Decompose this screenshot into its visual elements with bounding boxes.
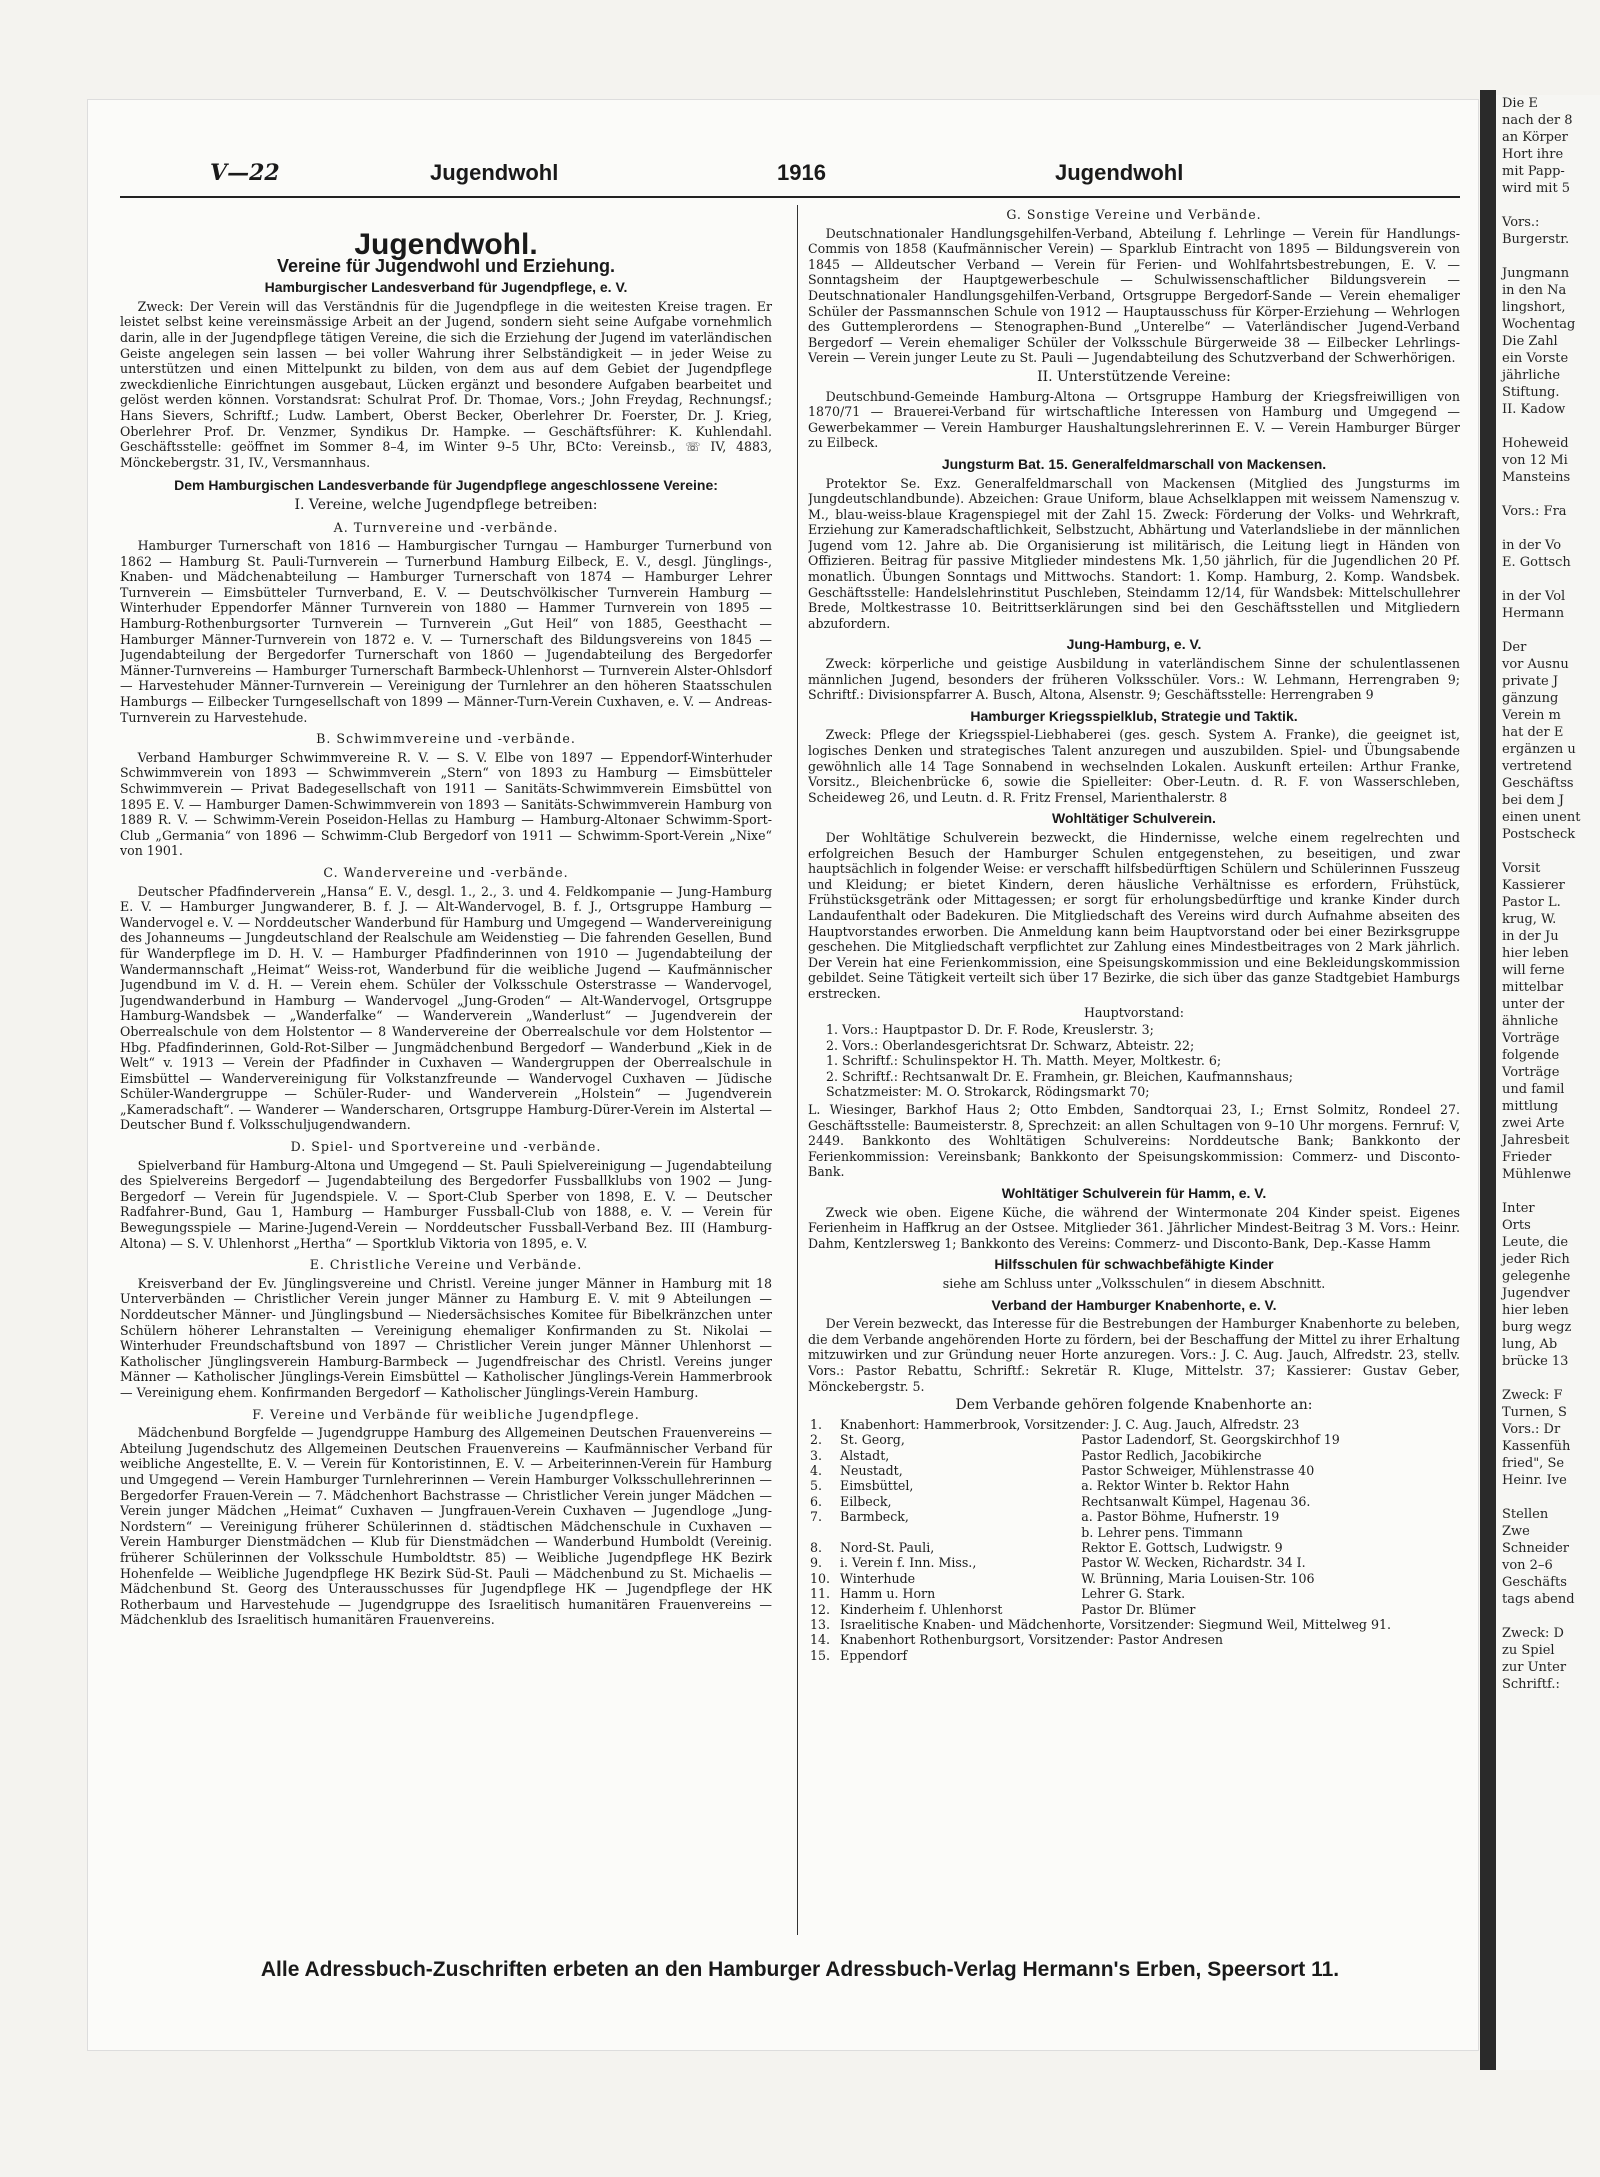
edge-text-line: Burgerstr. bbox=[1502, 232, 1570, 247]
wandervereine-heading: C. Wandervereine und -verbände. bbox=[323, 864, 569, 880]
edge-text-line: in der Vo bbox=[1502, 538, 1562, 553]
scan-top-margin bbox=[0, 0, 1600, 90]
edge-text-line: Postscheck bbox=[1502, 827, 1576, 842]
kriegsspielklub-text: Zweck: Pflege der Kriegsspiel-Liebhaberei (ges. gesch. System A. Franke), die geeignet ist, logisches Denken und strategisches Talent anzuregen und auszubilden. Spiel- und Übungsabende gewöhnlich alle 14 Tage Sonnabend in wechselnden Lokalen. Auskunft erteilen: Arthur Franke, Vorsitz., Bleichenbrücke 6, sowie die Spielleiter: Ober-Leutn. d. R. F. von Wasserschleben, Scheideweg 26, und Leutn. d. R. Fritz Frensel, Marienthalerstr. 8 bbox=[808, 727, 1460, 805]
edge-text-line: private J bbox=[1502, 674, 1559, 689]
unterstuetzende-heading: II. Unterstützende Vereine: bbox=[1037, 368, 1231, 385]
hauptvorstand-line: 2. Schriftf.: Rechtsanwalt Dr. E. Framhein, gr. Bleichen, Kaufmannshaus; bbox=[826, 1068, 1293, 1084]
edge-text-line: lingshort, bbox=[1502, 300, 1566, 315]
edge-text-line: Hort ihre bbox=[1502, 147, 1564, 162]
jung-hamburg-text: Zweck: körperliche und geistige Ausbildung in vaterländischem Sinne der schulentlassenen männlichen Jugend, besonders der früheren Volksschüler. Vors.: W. Lehmann, Herrengraben 9; Schriftf.: Divisionspfarrer A. Busch, Altona, Alsenstr. 9; Geschäftsstelle: Herrengraben 9 bbox=[808, 656, 1460, 703]
table-cell: Barmbeck, bbox=[840, 1509, 909, 1525]
edge-text-line: burg wegz bbox=[1502, 1320, 1572, 1335]
table-row bbox=[808, 1617, 1460, 1632]
sportvereine-text: Spielverband für Hamburg-Altona und Umgegend — St. Pauli Spielvereinigung — Jugendabteilung des Spielvereins Bergedorf — Jugendabteilung des Bergedorfer Fussballklubs von 1902 — Jung-Bergedorf — Verein für Jugendspiele. V. — Sport-Club Sperber von 1898, E. V. — Deutscher Radfahrer-Bund, Gau 1, Hamburg — Hamburger Fussball-Club von 1888, e. V. — Verein für Bewegungsspiele — Marine-Jugend-Verein — Norddeutscher Fussball-Verband Bez. III (Hamburg-Altona) — S. V. Uhlenhorst „Hertha“ — Sportklub Viktoria von 1895, e. V. bbox=[120, 1157, 772, 1251]
weibliche-jugendpflege-heading: F. Vereine und Verbände für weibliche Jugendpflege. bbox=[252, 1406, 640, 1422]
weibliche-jugendpflege-text: Mädchenbund Borgfelde — Jugendgruppe Hamburg des Allgemeinen Deutschen Frauenvereins — Abteilung Jugendschutz des Allgemeinen Deutschen Frauenvereins — Kaufmännischer Verband für weibliche Angestellte, E. V. — Verein für Kontoristinnen, E. V. — Arbeiterinnen-Verein für Hamburg und Umgegend — Verein Hamburger Turnlehrerinnen — Verein Hamburger Volksschullehrerinnen — Bergedorfer Frauen-Verein — 7. Mädchenhort Bachstrasse — Christlicher Verein junger Mädchen — Verein junger Mädchen „Heimat“ Cuxhaven — Jungfrauen-Verein Cuxhaven — Jugendloge „Jung-Nordstern“ — Vereinigung früherer Schülerinnen d. städtischen Mädchenschule in Cuxhaven — Verein Hamburger Dienstmädchen — Klub für Dienstmädchen — Wanderbund Humboldt (Vereinig. früherer Schülerinnen der Volksschule Humboldtstr. 85) — Weibliche Jugendpflege HK Bezirk Hohenfelde — Weibliche Jugendpflege HK Bezirk Süd-St. Pauli — Mädchenbund zu St. Michaelis — Mädchenbund St. Georg des Unterausschusses für Jugendpflege HK — Jugendpflege der HK Rotherbaum und Harvestehude — Jugendgruppe des Israelitisch humanitären Frauenvereins — Mädchenklub des Israelitisch humanitären Frauenvereins. bbox=[120, 1425, 772, 1628]
page-number: V—22 bbox=[210, 160, 280, 186]
edge-text-line: Jungmann bbox=[1502, 266, 1570, 281]
header-rule bbox=[120, 196, 1460, 198]
edge-text-line: Jugendver bbox=[1502, 1286, 1570, 1301]
edge-text-line: Vors.: Fra bbox=[1502, 504, 1567, 519]
edge-text-line: Kassierer bbox=[1502, 878, 1565, 893]
table-cell: Pastor Dr. Blümer bbox=[1081, 1601, 1196, 1617]
table-cell: Pastor W. Wecken, Richardstr. 34 I. bbox=[1081, 1555, 1306, 1571]
edge-text-line: mittlung bbox=[1502, 1099, 1559, 1114]
table-cell: 7. bbox=[810, 1509, 823, 1525]
column-rule bbox=[797, 205, 798, 1935]
edge-text-line: in der Ju bbox=[1502, 929, 1559, 944]
footer-notice: Alle Adressbuch-Zuschriften erbeten an den Hamburger Adressbuch-Verlag Hermann's Erben, Speersort 11. bbox=[260, 1958, 1340, 1981]
edge-text-line: vertretend bbox=[1502, 759, 1572, 774]
table-row bbox=[808, 1525, 1460, 1540]
table-cell: 13. bbox=[810, 1617, 831, 1633]
table-cell: Rechtsanwalt Kümpel, Hagenau 36. bbox=[1081, 1493, 1311, 1509]
jungsturm-heading: Jungsturm Bat. 15. Generalfeldmarschall von Mackensen. bbox=[941, 455, 1327, 472]
edge-text-line: an Körper bbox=[1502, 130, 1568, 145]
edge-text-line: Zwe bbox=[1502, 1524, 1530, 1539]
table-cell: 9. bbox=[810, 1555, 823, 1571]
edge-text-line: E. Gottsch bbox=[1502, 555, 1571, 570]
table-row bbox=[808, 1555, 1460, 1570]
table-row bbox=[808, 1478, 1460, 1493]
schulverein-heading: Wohltätiger Schulverein. bbox=[1052, 810, 1216, 827]
section-title: Jugendwohl. bbox=[354, 228, 538, 261]
edge-text-line: Hoheweid bbox=[1502, 436, 1569, 451]
table-row bbox=[808, 1417, 1460, 1432]
edge-text-line: mit Papp- bbox=[1502, 164, 1565, 179]
edge-text-line: Die E bbox=[1502, 96, 1538, 111]
table-cell: Hamm u. Horn bbox=[840, 1586, 936, 1602]
edge-text-line: ähnliche bbox=[1502, 1014, 1559, 1029]
edge-text-line: hat der E bbox=[1502, 725, 1564, 740]
table-cell: Lehrer G. Stark. bbox=[1081, 1586, 1186, 1602]
edge-text-line: Frieder bbox=[1502, 1150, 1552, 1165]
table-cell: 8. bbox=[810, 1540, 823, 1555]
edge-text-line: ergänzen u bbox=[1502, 742, 1576, 757]
angeschlossen-heading: Dem Hamburgischen Landesverbande für Jugendpflege angeschlossene Vereine: bbox=[174, 477, 718, 494]
edge-text-line: wird mit 5 bbox=[1502, 181, 1571, 196]
table-row bbox=[808, 1602, 1460, 1617]
edge-text-line: Vorträge bbox=[1502, 1065, 1560, 1080]
edge-text-line bbox=[1496, 571, 1600, 588]
section-subtitle: Vereine für Jugendwohl und Erziehung. bbox=[276, 255, 616, 276]
edge-text-line bbox=[1496, 418, 1600, 435]
table-cell: W. Brünning, Maria Louisen-Str. 106 bbox=[1081, 1570, 1315, 1586]
sonstige-vereine-text: Deutschnationaler Handlungsgehilfen-Verband, Abteilung f. Lehrlinge — Verein für Handlungs-Commis von 1858 (Kaufmännischer Verein) — Sparklub Eintracht von 1895 — Bildungsverein von 1845 — Alldeutscher Verband — Verein für Ferien- und Wohlfahrtsbestrebungen, E. V. — Sonntagsheim der Hauptgewerbeschule — Schulwissenschaftlicher Bildungsverein — Deutschnationaler Handlungsgehilfen-Verband, Ortsgruppe Bergedorf-Sande — Verein ehemaliger Schüler der Passmannschen Schule von 1912 — Hauptausschuss für Körper-Erziehung — Wehrlogen des Guttemplerordens — Stenographen-Bund „Unterelbe“ — Vaterländischer Jugend-Verband Bergedorf — Verein ehemaliger Schüler der Volksschule Bürgerweide 38 — Eilbecker Lehrlings-Verein — Verein junger Leute zu St. Pauli — Jugendabteilung des Schutzverband der Schwerhörigen. bbox=[808, 225, 1460, 366]
table-cell: Rektor E. Gottsch, Ludwigstr. 9 bbox=[1081, 1540, 1283, 1555]
table-cell: 4. bbox=[810, 1462, 823, 1478]
jung-hamburg-heading: Jung-Hamburg, e. V. bbox=[1066, 636, 1202, 653]
schwimmvereine-heading: B. Schwimmvereine und -verbände. bbox=[316, 731, 576, 747]
edge-text-line bbox=[1496, 1370, 1600, 1387]
jungsturm-text: Protektor Se. Exz. Generalfeldmarschall von Mackensen (Mitglied des Jungsturms im Jungdeutschlandbunde). Abzeichen: Graue Uniform, blaue Achselklappen mit weissem Namenszug v. M., blau-weiss-blaue Kragenspiegel mit der Zahl 15. Zweck: Förderung der Volks- und Wehrkraft, Erziehung zur Kameradschaftlichkeit, Selbstzucht, Abhärtung und Vaterlandsliebe in der männlichen Jugend vom 12. Jahre ab. Die Organisierung ist militärisch, die Leitung liegt in Händen von Offizieren. Beitrag für passive Mitglieder mindestens Mk. 1,50 jährlich, für die Jugendlichen 20 Pf. monatlich. Übungen Sonntags und Mittwochs. Standort: 1. Komp. Hamburg, 2. Komp. Wandsbek. Geschäftsstelle: Handelslehrinstitut Puschleben, Steindamm 12/14, für Wandsbek: Mittelschullehrer Brede, Moltkestrasse 10. Beitrittserklärungen sind bei den Geschäftsstellen und Mitgliedern abzufordern. bbox=[808, 475, 1460, 631]
christliche-vereine-heading: E. Christliche Vereine und Verbände. bbox=[309, 1257, 583, 1273]
schulverein-hamm-heading: Wohltätiger Schulverein für Hamm, e. V. bbox=[1001, 1185, 1267, 1202]
edge-text-line: gänzung bbox=[1502, 691, 1559, 706]
edge-text-line bbox=[1496, 248, 1600, 265]
table-cell: Nord-St. Pauli, bbox=[840, 1540, 935, 1555]
edge-text-line: vor Ausnu bbox=[1502, 657, 1569, 672]
table-row bbox=[808, 1432, 1460, 1447]
table-row bbox=[808, 1509, 1460, 1524]
edge-text-line: nach der 8 bbox=[1502, 113, 1573, 128]
edge-text-line: zu Spiel bbox=[1502, 1643, 1555, 1658]
landesverband-text: Zweck: Der Verein will das Verständnis für die Jugendpflege in die weitesten Kreise tragen. Er leistet selbst keine vereinsmässige Arbeit an der Jugend, sondern sieht seine Aufgabe vornehmlich darin, alle in der Jugendpflege tätigen Vereine, die sich die Erziehung der Jugend im vaterländischen Geiste angelegen sein lassen — bei voller Wahrung ihrer Selbständigkeit — in jeder Weise zu unterstützen und einen Mittelpunkt zu bilden, von dem aus auf dem Gebiet der Jugendpflege zweckdienliche Einrichtungen ausgebaut, Lücken ergänzt und besondere Aufgaben bearbeitet und gelöst werden können. Vorstandsrat: Schulrat Prof. Dr. Thomae, Vors.; John Freydag, Rechnungsf.; Hans Sievers, Schriftf.; Ludw. Lambert, Oberst Becker, Oberlehrer Dr. Foerster, Dr. J. Krieg, Oberlehrer Prof. Dr. Venzmer, Syndikus Dr. Hampke. — Geschäftsführer: K. Kuhlendahl. Geschäftsstelle: geöffnet im Sommer 8–4, im Winter 9–5 Uhr, BCto: Vereinsb., ☏ IV, 4883, Mönckebergstr. 31, IV., Versmannhaus. bbox=[120, 298, 772, 470]
table-row bbox=[808, 1586, 1460, 1601]
edge-text-line: jeder Rich bbox=[1502, 1252, 1570, 1267]
edge-text-line: Heinr. Ive bbox=[1502, 1473, 1567, 1488]
table-cell: Knabenhort Rothenburgsort, Vorsitzender: Pastor Andresen bbox=[840, 1632, 1224, 1648]
hauptvorstand-heading: Hauptvorstand: bbox=[1084, 1004, 1184, 1020]
hilfsschulen-heading: Hilfsschulen für schwachbefähigte Kinder bbox=[994, 1256, 1274, 1273]
christliche-vereine-text: Kreisverband der Ev. Jünglingsvereine und Christl. Vereine junger Männer in Hamburg mit 18 Unterverbänden — Christlicher Verein junger Männer zu Hamburg E. V. mit 9 Abteilungen — Norddeutscher Männer- und Jünglingsbund — Niedersächsisches Komitee für Bibelkränzchen unter Schülern höherer Lehranstalten — Vereinigung ehemaliger Konfirmanden zu St. Nikolai — Winterhuder Freundschaftsbund von 1897 — Christlicher Verein junger Männer Uhlenhorst — Katholischer Jünglingsverein Hamburg-Barmbeck — Jugendfreischar des Christl. Vereins junger Männer — Katholischer Jünglings-Verein Eimsbüttel — Katholischer Jünglings-Verein Hammerbrook — Vereinigung ehem. Konfirmanden Bergedorf — Katholischer Jünglings-Verein Hamburg. bbox=[120, 1275, 772, 1400]
header-year: 1916 bbox=[777, 160, 826, 185]
page-header bbox=[120, 160, 1460, 190]
edge-text-line: Vorträge bbox=[1502, 1031, 1560, 1046]
sonstige-vereine-heading: G. Sonstige Vereine und Verbände. bbox=[1006, 207, 1262, 222]
edge-text-line: hier leben bbox=[1502, 1303, 1569, 1318]
edge-text-line: Vors.: bbox=[1502, 215, 1540, 230]
schulverein-text: Der Wohltätige Schulverein bezweckt, die Hindernisse, welche einem regelrechten und erfolgreichen Besuch der Hamburger Schulen entgegenstehen, zu beseitigen, und zwar hauptsächlich in folgender Weise: er verschafft hilfsbedürftigen Schülern und Schülerinnen Fusszeug und Kleidung; er bietet Kindern, deren häusliche Verhältnisse es erfordern, Frühstück, Frühstücksgetränk oder Mittagessen; er sorgt für erholungsbedürftige und kranke Kinder durch Landaufenthalt oder Badekuren. Die Mitgliedschaft des Vereins wird durch Aufnahme abseiten des Hauptvorstandes erworben. Die Anmeldung kann beim Hauptvorstand oder bei einer Bezirksgruppe geschehen. Die Mitgliedschaft verpflichtet zur Zahlung eines Mindestbeitrages von 2 Mark jährlich. Der Verein hat eine Ferienkommission, eine Speisungskommission und eine Bekleidungskommission gebildet. Seine Tätigkeit verteilt sich über 17 Bezirke, die sich über das ganze Stadtgebiet Hamburgs erstrecken. bbox=[808, 829, 1460, 1001]
edge-text-line: tags abend bbox=[1502, 1592, 1575, 1607]
edge-text-line: Die Zahl bbox=[1502, 334, 1558, 349]
edge-text-line: brücke 13 bbox=[1502, 1354, 1569, 1369]
turnvereine-heading: A. Turnvereine und -verbände. bbox=[333, 519, 559, 535]
edge-text-line: ein Vorste bbox=[1502, 351, 1569, 366]
table-row bbox=[808, 1571, 1460, 1586]
edge-text-line: II. Kadow bbox=[1502, 402, 1566, 417]
unterstuetzende-text: Deutschbund-Gemeinde Hamburg-Altona — Ortsgruppe Hamburg der Kriegsfreiwilligen von 1870/71 — Brauerei-Verband für wirtschaftliche Interessen von Hamburg und Umgegend — Gewerbekammer — Verein Hamburger Haushaltungslehrerinnen E. V. — Verein Hamburger Bürger zu Eilbeck. bbox=[808, 388, 1460, 451]
table-cell: 5. bbox=[810, 1478, 823, 1494]
table-cell: Israelitische Knaben- und Mädchenhorte, Vorsitzender: Siegmund Weil, Mittelweg 91. bbox=[840, 1617, 1392, 1633]
hauptvorstand-line: 1. Vors.: Hauptpastor D. Dr. F. Rode, Kreuslerstr. 3; bbox=[826, 1022, 1154, 1038]
edge-text-line: Kassenfüh bbox=[1502, 1439, 1571, 1454]
sportvereine-heading: D. Spiel- und Sportvereine und -verbände. bbox=[290, 1139, 602, 1155]
table-cell: 3. bbox=[810, 1447, 823, 1463]
edge-text-line: Stellen bbox=[1502, 1507, 1549, 1522]
wandervereine-text: Deutscher Pfadfinderverein „Hansa“ E. V., desgl. 1., 2., 3. und 4. Feldkompanie — Jung-Hamburg E. V. — Hamburger Jungwanderer, B. f. J. — Alt-Wandervogel, B. f. J., Ortsgruppe Hamburg — Wandervogel e. V. — Norddeutscher Wanderbund für Hamburg und Umgegend — Wandervereinigung des Johanneums — Jungdeutschland der Realschule am Weidenstieg — Die fahrenden Gesellen, Bund für Wanderpflege im D. H. V. — Hamburger Pfadfinderinnen von 1910 — Jugendabteilung der Wandermannschaft „Heimat“ Weiss-rot, Wanderbund für die weibliche Jugend — Kaufmännischer Jugendbund im V. d. H. — Verein ehem. Schüler der Volksschule Osterstrasse — Wandervogel, Jugendwanderbund in Hamburg — Wandervogel „Jung-Groden“ — Alt-Wandervogel, Ortsgruppe Hamburg-Wandsbek — „Wanderfalke“ — Wanderverein „Wanderlust“ — Jugendverein der Oberrealschule von dem Holstentor — 8 Wandervereine der Oberrealschule vor dem Holstentor — Hbg. Pfadfinderinnen, Gold-Rot-Silber — Jungmädchenbund Bergedorf — Wanderbund „Kiek in de Welt“ v. 1913 — Verein der Pfadfinder in Cuxhaven — Wandergruppen der Oberrealschule in Eimsbüttel — Wandervereinigung für Volkstanzfreunde — Wandervogel Cuxhaven — Jüdische Schüler-Wandergruppe — Schüler-Ruder- und Wanderverein „Holstein“ — Jugendverein „Kameradschaft“. — Wanderer — Wanderscharen, Ortsgruppe Hamburg-Dürer-Verein im Alstertal — Deutscher Bund f. Volksschuljugendwandern. bbox=[120, 883, 772, 1133]
edge-text-line bbox=[1496, 486, 1600, 503]
edge-text-line bbox=[1496, 622, 1600, 639]
table-cell: i. Verein f. Inn. Miss., bbox=[840, 1555, 977, 1571]
edge-text-line bbox=[1496, 1183, 1600, 1200]
table-cell: 14. bbox=[810, 1632, 831, 1648]
landesverband-heading: Hamburgischer Landesverband für Jugendpflege, e. V. bbox=[264, 279, 628, 296]
knabenhorte-text: Der Verein bezweckt, das Interesse für die Bestrebungen der Hamburger Knabenhorte zu beleben, die dem Verbande angehörenden Horte zu fördern, bei der Beschaffung der Mittel zu ihrer Erhaltung mitzuwirken und zur Gründung neuer Horte anzuregen. Vors.: J. C. Aug. Jauch, Alfredstr. 23, stellv. Vors.: Pastor Rebattu, Schriftf.: Sekretär R. Kluge, Mittelstr. 37; Kassierer: Gustav Geber, Mönckebergstr. 5. bbox=[808, 1316, 1460, 1394]
table-cell: Knabenhort: Hammerbrook, Vorsitzender: J. C. Aug. Jauch, Alfredstr. 23 bbox=[840, 1416, 1300, 1432]
table-cell: b. Lehrer pens. Timmann bbox=[1081, 1524, 1243, 1540]
edge-text-line: Leute, die bbox=[1502, 1235, 1569, 1250]
table-cell: a. Rektor Winter b. Rektor Hahn bbox=[1081, 1478, 1290, 1494]
edge-text-line bbox=[1496, 1608, 1600, 1625]
table-cell: 15. bbox=[810, 1647, 831, 1663]
table-row bbox=[808, 1632, 1460, 1647]
edge-text-line: Zweck: F bbox=[1502, 1388, 1563, 1403]
table-cell: Winterhude bbox=[840, 1570, 916, 1586]
edge-text-line bbox=[1496, 843, 1600, 860]
table-cell bbox=[838, 1525, 1079, 1540]
table-cell: 6. bbox=[810, 1493, 823, 1509]
edge-text-line: Verein m bbox=[1502, 708, 1561, 723]
edge-text-line: folgende bbox=[1502, 1048, 1560, 1063]
table-cell: 1. bbox=[810, 1416, 823, 1432]
edge-text-line: jährliche bbox=[1502, 368, 1561, 383]
knabenhorte-list-heading: Dem Verbande gehören folgende Knabenhorte an: bbox=[955, 1397, 1313, 1414]
edge-text-line: Turnen, S bbox=[1502, 1405, 1567, 1420]
table-row bbox=[808, 1494, 1460, 1509]
edge-text-line: mittelbar bbox=[1502, 980, 1564, 995]
table-cell: Neustadt, bbox=[840, 1462, 903, 1478]
edge-text-line: Mühlenwe bbox=[1502, 1167, 1572, 1182]
edge-text-line: von 2–6 bbox=[1502, 1558, 1553, 1573]
edge-text-line: fried", Se bbox=[1502, 1456, 1565, 1471]
table-cell: St. Georg, bbox=[840, 1432, 905, 1448]
table-row bbox=[808, 1648, 1460, 1663]
table-cell: 2. bbox=[810, 1432, 823, 1448]
edge-text-line: hier leben bbox=[1502, 946, 1569, 961]
knabenhorte-heading: Verband der Hamburger Knabenhorte, e. V. bbox=[991, 1296, 1277, 1313]
hauptvorstand-list bbox=[808, 1022, 1460, 1100]
edge-text-line: Jahresbeit bbox=[1502, 1133, 1570, 1148]
edge-text-line: Der bbox=[1502, 640, 1527, 655]
hauptvorstand-text: L. Wiesinger, Barkhof Haus 2; Otto Embden, Sandtorquai 23, I.; Ernst Solmitz, Rondeel 27. Geschäftsstelle: Baumeisterstr. 8, Sprechzeit: an allen Schultagen von 9–10 Uhr morgens. Fernruf: V, 2449. Bankkonto des Wohltätigen Schulvereins: Norddeutsche Bank; Bankkonto der Ferienkommission: Vereinsbank; Bankkonto der Speisungskommission: Commerz- und Disconto-Bank. bbox=[808, 1102, 1460, 1180]
knabenhorte-table bbox=[808, 1417, 1460, 1664]
edge-text-line: Inter bbox=[1502, 1201, 1535, 1216]
table-row bbox=[808, 1448, 1460, 1463]
edge-text-line: unter der bbox=[1502, 997, 1565, 1012]
hauptvorstand-line: Schatzmeister: M. O. Strokarck, Rödingsmarkt 70; bbox=[826, 1084, 1150, 1100]
table-cell: Eilbeck, bbox=[840, 1493, 892, 1509]
edge-text-line: lung, Ab bbox=[1502, 1337, 1558, 1352]
table-cell: Pastor Ladendorf, St. Georgskirchhof 19 bbox=[1081, 1432, 1340, 1448]
table-cell: a. Pastor Böhme, Hufnerstr. 19 bbox=[1081, 1509, 1280, 1525]
header-right-title: Jugendwohl bbox=[1055, 160, 1184, 185]
schwimmvereine-text: Verband Hamburger Schwimmvereine R. V. — S. V. Elbe von 1897 — Eppendorf-Winterhuder Schwimmverein von 1893 — Schwimmverein „Stern“ von 1893 zu Hamburg — Eimsbütteler Schwimmverein — Privat Badegesellschaft von 1911 — Sanitäts-Schwimmverein Eimsbüttel von 1895 E. V. — Hamburger Damen-Schwimmverein von 1893 — Sanitäts-Schwimmverein Hamburg von 1889 R. V. — Schwimm-Verein Poseidon-Hellas zu Hamburg — Hamburg-Altonaer Schwimm-Sport-Club „Germania“ von 1896 — Schwimm-Club Bergedorf von 1911 — Schwimm-Sport-Verein „Nixe“ von 1901. bbox=[120, 749, 772, 859]
book-spine bbox=[1480, 90, 1496, 2070]
edge-text-line: Vors.: Dr bbox=[1502, 1422, 1561, 1437]
header-left-title: Jugendwohl bbox=[430, 160, 559, 185]
table-cell: Pastor Redlich, Jacobikirche bbox=[1081, 1447, 1262, 1463]
edge-text-line: gelegenhe bbox=[1502, 1269, 1571, 1284]
edge-text-line bbox=[1496, 197, 1600, 214]
table-cell: 10. bbox=[810, 1570, 831, 1586]
schulverein-hamm-text: Zweck wie oben. Eigene Küche, die während der Wintermonate 204 Kinder speist. Eigenes Ferienheim in Haffkrug an der Ostsee. Mitglieder 361. Jährlicher Mindest-Beitrag 3 M. Vors.: Heinr. Dahm, Kentzlersweg 1; Bankkonto des Vereins: Commerz- und Disconto-Bank, Dep.-Kasse Hamm bbox=[808, 1204, 1460, 1251]
edge-text-line bbox=[1496, 520, 1600, 537]
table-cell: Pastor Schweiger, Mühlenstrasse 40 bbox=[1081, 1462, 1315, 1478]
edge-text-line: Hermann bbox=[1502, 606, 1565, 621]
edge-text-line: in den Na bbox=[1502, 283, 1567, 298]
edge-text-line: Wochentag bbox=[1502, 317, 1576, 332]
edge-text-line: will ferne bbox=[1502, 963, 1565, 978]
edge-text-line: Mansteins bbox=[1502, 470, 1571, 485]
edge-text-line: Schriftf.: bbox=[1502, 1677, 1560, 1692]
edge-text-line: von 12 Mi bbox=[1502, 453, 1568, 468]
kriegsspielklub-heading: Hamburger Kriegsspielklub, Strategie und Taktik. bbox=[970, 707, 1298, 724]
table-row bbox=[808, 1540, 1460, 1555]
edge-text-line: Pastor L. bbox=[1502, 895, 1561, 910]
edge-text-line: Zweck: D bbox=[1502, 1626, 1564, 1641]
edge-text-line: Geschäftss bbox=[1502, 776, 1574, 791]
edge-text-line: zwei Arte bbox=[1502, 1116, 1565, 1131]
edge-text-line: Orts bbox=[1502, 1218, 1531, 1233]
table-cell: Eppendorf bbox=[840, 1647, 908, 1663]
left-column bbox=[120, 205, 772, 1935]
edge-text-line: zur Unter bbox=[1502, 1660, 1567, 1675]
turnvereine-text: Hamburger Turnerschaft von 1816 — Hamburgischer Turngau — Hamburger Turnerbund von 1862 — Hamburg St. Pauli-Turnverein — Turnerbund Hamburg Eilbeck, E. V., desgl. Jünglings-, Knaben- und Mädchenabteilung — Hamburger Turnerschaft von 1874 — Hamburger Lehrer Turnverein — Eimsbütteler Turnverband, E. V. — Deutschvölkischer Turnverein Hamburg — Winterhuder Eppendorfer Männer Turnverein von 1880 — Hammer Turnverein von 1895 — Hamburg-Rothenburgsorter Turnverein — Turnverein „Gut Heil“ von 1885, Geesthacht — Hamburger Männer-Turnverein von 1872 e. V. — Turnerschaft des Bildungsvereins von 1845 — Jugendabteilung der Bergedorfer Turnerschaft von 1860 — Jugendabteilung des Bergedorfer Männer-Turnvereins — Hamburger Turnerschaft Barmbeck-Uhlenhorst — Turnverein Alster-Ohlsdorf — Harvestehuder Männer-Turnverein — Vereinigung der Turnlehrer an den höheren Staatsschulen Hamburgs — Eilbecker Turngesellschaft von 1899 — Männer-Turn-Verein Cuxhaven, e. V. — Andreas-Turnverein zu Harvestehude. bbox=[120, 538, 772, 725]
table-cell bbox=[808, 1525, 838, 1540]
edge-text-line: Stiftung. bbox=[1502, 385, 1560, 400]
table-cell: Eimsbüttel, bbox=[840, 1478, 914, 1494]
edge-text-line: einen unent bbox=[1502, 810, 1581, 825]
table-cell: 12. bbox=[810, 1601, 831, 1617]
edge-text-line: in der Vol bbox=[1502, 589, 1566, 604]
hauptvorstand-line: 2. Vors.: Oberlandesgerichtsrat Dr. Schwarz, Abteistr. 22; bbox=[826, 1037, 1195, 1053]
table-row bbox=[808, 1463, 1460, 1478]
edge-text-line bbox=[1496, 1489, 1600, 1506]
table-cell: Kinderheim f. Uhlenhorst bbox=[840, 1601, 1003, 1617]
edge-text-line: Geschäfts bbox=[1502, 1575, 1567, 1590]
hilfsschulen-text: siehe am Schluss unter „Volksschulen“ in diesem Abschnitt. bbox=[942, 1276, 1326, 1291]
edge-text-line: Vorsit bbox=[1502, 861, 1541, 876]
adjacent-page-edge bbox=[1496, 95, 1600, 2070]
hauptvorstand-line: 1. Schriftf.: Schulinspektor H. Th. Matth. Meyer, Moltkestr. 6; bbox=[826, 1053, 1222, 1069]
edge-text-line: krug, W. bbox=[1502, 912, 1557, 927]
table-cell: 11. bbox=[810, 1586, 831, 1602]
edge-text-line: bei dem J bbox=[1502, 793, 1564, 808]
edge-text-line: Schneider bbox=[1502, 1541, 1570, 1556]
right-column bbox=[808, 205, 1460, 1935]
table-cell: Alstadt, bbox=[840, 1447, 890, 1463]
edge-text-line: und famil bbox=[1502, 1082, 1565, 1097]
group1-heading: I. Vereine, welche Jugendpflege betreiben: bbox=[294, 496, 598, 513]
